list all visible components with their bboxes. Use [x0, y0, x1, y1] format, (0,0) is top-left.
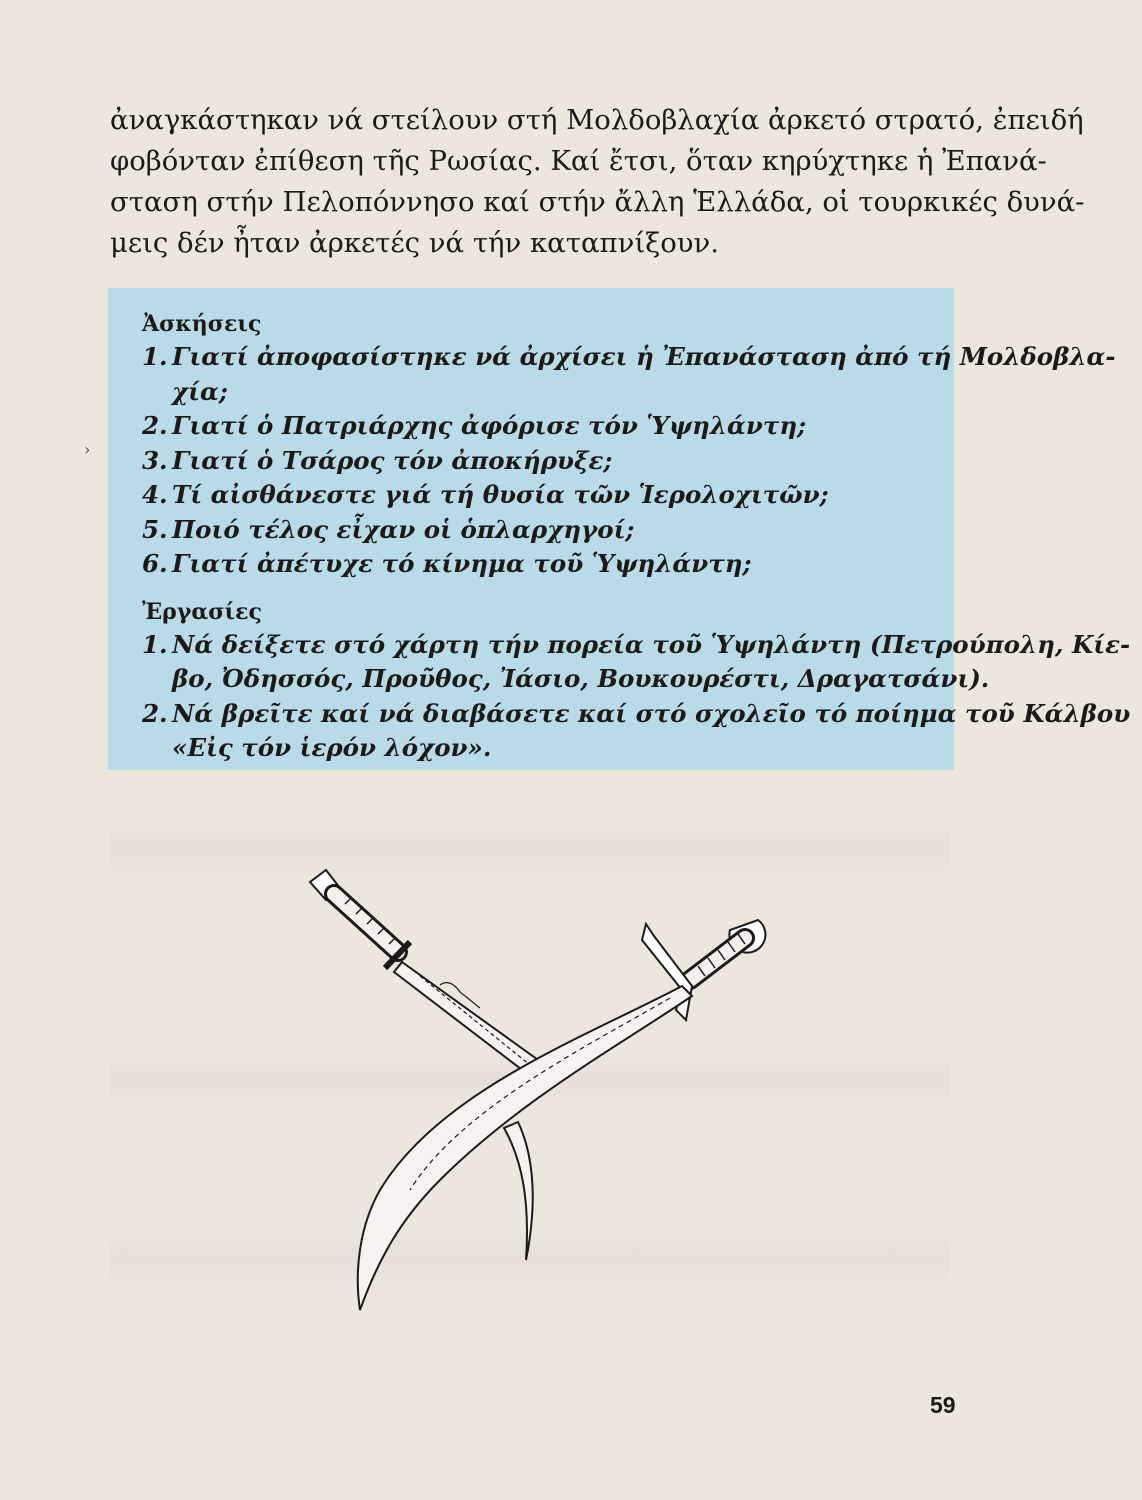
intro-line: μεις δέν ἦταν ἀρκετές νά τήν καταπνίξουν.: [110, 227, 719, 259]
task-item-continuation: «Εἰς τόν ἱερόν λόχον».: [172, 733, 492, 762]
exercise-item: [142, 513, 954, 548]
exercise-box: [108, 288, 1131, 770]
item-text: Τί αἰσθάνεστε γιά τή θυσία τῶν Ἱερολοχιτῶν;: [172, 480, 829, 509]
intro-line: σταση στήν Πελοπόννησο καί στήν ἄλλη Ἑλλάδα, οἱ τουρκικές δυνά-: [110, 186, 1085, 218]
item-number: 1.: [142, 342, 168, 371]
tasks-heading: Ἐργασίες: [142, 598, 262, 625]
item-number: 5.: [142, 514, 168, 544]
item-number: 4.: [142, 480, 168, 509]
item-text: Γιατί ἀποφασίστηκε νά ἀρχίσει ἡ Ἐπανάσταση ἀπό τή Μολδοβλα-: [172, 342, 1116, 371]
item-text: Γιατί ὁ Πατριάρχης ἀφόρισε τόν Ὑψηλάντη;: [172, 411, 807, 440]
task-item-continuation: βο, Ὀδησσός, Προῦθος, Ἰάσιο, Βουκουρέστι, Δραγατσάνι).: [172, 664, 990, 693]
dagger-icon: [310, 870, 552, 1082]
exercise-item: [142, 409, 954, 444]
item-text: Ποιό τέλος εἶχαν οἱ ὁπλαρχηγοί;: [172, 514, 635, 544]
exercises-heading: Ἀσκήσεις: [142, 311, 262, 337]
exercise-item: [142, 444, 954, 479]
item-text: Νά βρεῖτε καί νά διαβάσετε καί στό σχολεῖο τό ποίημα τοῦ Κάλβου: [172, 698, 1131, 728]
item-text: Γιατί ἀπέτυχε τό κίνημα τοῦ Ὑψηλάντη;: [172, 549, 752, 578]
item-number: 2.: [142, 698, 168, 728]
item-number: 3.: [142, 445, 168, 475]
intro-line: ἀναγκάστηκαν νά στείλουν στή Μολδοβλαχία ἀρκετό στρατό, ἐπειδή: [110, 104, 1084, 136]
exercise-item: [142, 340, 1116, 375]
intro-paragraph: [110, 100, 1085, 264]
crossed-swords-illustration: [290, 860, 790, 1330]
item-number: 2.: [142, 411, 168, 440]
item-number: 6.: [142, 549, 168, 578]
item-text: Νά δείξετε στό χάρτη τήν πορεία τοῦ Ὑψηλάντη (Πετρούπολη, Κίε-: [172, 629, 1131, 659]
page-number: 59: [930, 1392, 956, 1418]
exercise-item: [142, 547, 954, 582]
task-item: [142, 628, 1131, 663]
exercise-item: [142, 478, 954, 513]
task-item: [142, 697, 1131, 732]
exercise-item-continuation: χία;: [172, 376, 228, 406]
margin-mark: ›: [84, 440, 91, 459]
item-text: Γιατί ὁ Τσάρος τόν ἀποκήρυξε;: [172, 445, 613, 475]
item-number: 1.: [142, 629, 168, 659]
intro-line: φοβόνταν ἐπίθεση τῆς Ρωσίας. Καί ἔτσι, ὅταν κηρύχτηκε ἡ Ἐπανά-: [110, 145, 1047, 177]
